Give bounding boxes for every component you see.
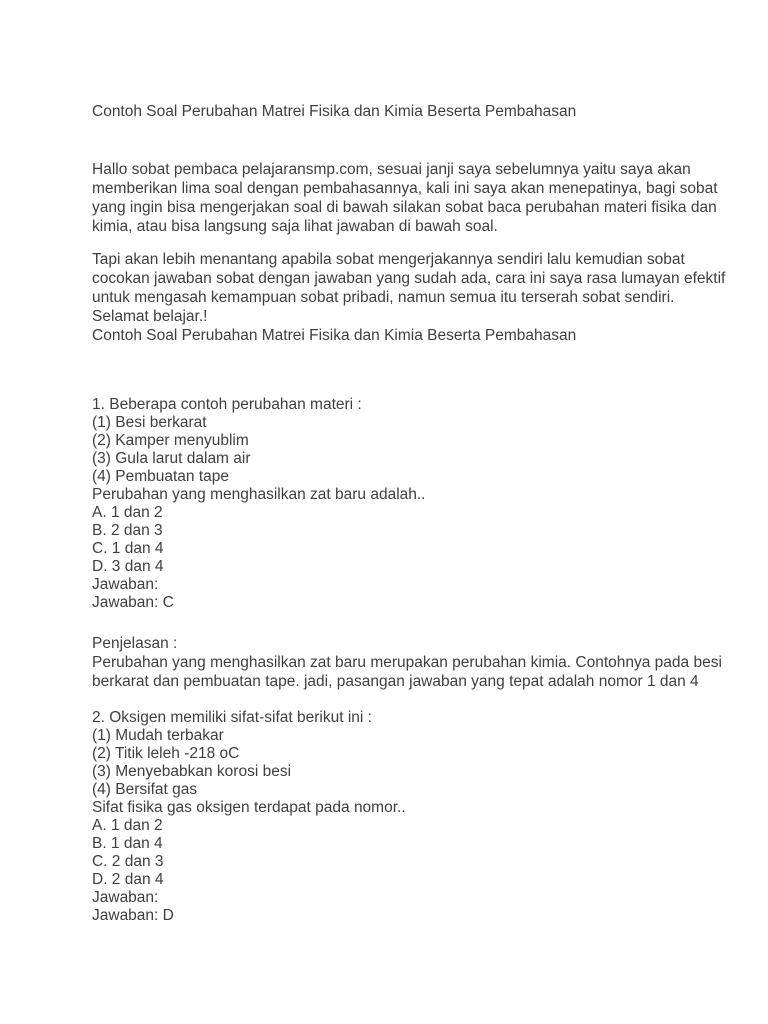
explanation-body-line: berkarat dan pembuatan tape. jadi, pasangan jawaban yang tepat adalah nomor 1 dan 4 [92, 673, 699, 690]
intro-paragraph-2-line: Selamat belajar.! [92, 308, 208, 325]
intro-paragraph-2-line: Tapi akan lebih menantang apabila sobat mengerjakannya sendiri lalu kemudian sobat [92, 251, 685, 268]
question-2-question-line: Sifat fisika gas oksigen terdapat pada nomor.. [92, 799, 406, 816]
question-2-answer-line: Jawaban: D [92, 907, 174, 924]
intro-paragraph-2-line: Contoh Soal Perubahan Matrei Fisika dan Kimia Beserta Pembahasan [92, 327, 577, 344]
intro-paragraph-1-line: memberikan lima soal dengan pembahasannya, kali ini saya akan menepatinya, bagi sobat [92, 180, 718, 197]
intro-paragraph-1-line: yang ingin bisa mengerjakan soal di bawah silakan sobat baca perubahan materi fisika dan [92, 199, 717, 216]
question-2-statements [92, 727, 700, 799]
intro-paragraph-1-line: Hallo sobat pembaca pelajaransmp.com, sesuai janji saya sebelumnya yaitu saya akan [92, 161, 691, 178]
question-1-options [92, 504, 700, 576]
question-1-statements [92, 414, 700, 486]
question-2-answer-label: Jawaban: [92, 889, 159, 906]
explanation-heading: Penjelasan : [92, 635, 178, 652]
question-1-option: B. 2 dan 3 [92, 522, 163, 539]
intro-paragraph-2 [92, 250, 726, 345]
question-1-statement: (1) Besi berkarat [92, 414, 207, 431]
question-1-question-line: Perubahan yang menghasilkan zat baru adalah.. [92, 486, 426, 503]
question-1-option: A. 1 dan 2 [92, 504, 163, 521]
document-title: Contoh Soal Perubahan Matrei Fisika dan Kimia Beserta Pembahasan [92, 103, 577, 120]
document-page [92, 102, 726, 925]
question-2-options [92, 817, 700, 889]
question-2-option: D. 2 dan 4 [92, 871, 164, 888]
intro-paragraph-2-line: cocokan jawaban sobat dengan jawaban yang sudah ada, cara ini saya rasa lumayan efektif [92, 270, 726, 287]
question-2-option: C. 2 dan 3 [92, 853, 164, 870]
explanation-block [92, 634, 722, 691]
intro-paragraph-2-line: untuk mengasah kemampuan sobat pribadi, namun semua itu terserah sobat sendiri. [92, 289, 675, 306]
question-1-statement: (4) Pembuatan tape [92, 468, 230, 485]
question-block-1 [92, 396, 700, 612]
question-2-statement: (4) Bersifat gas [92, 781, 198, 798]
intro-paragraph-1-line: kimia, atau bisa langsung saja lihat jawaban di bawah soal. [92, 218, 498, 235]
question-2-statement: (1) Mudah terbakar [92, 727, 224, 744]
question-2-option: B. 1 dan 4 [92, 835, 163, 852]
question-block-2 [92, 709, 700, 925]
question-2-prompt: 2. Oksigen memiliki sifat-sifat berikut ini : [92, 709, 372, 726]
question-1-prompt: 1. Beberapa contoh perubahan materi : [92, 396, 362, 413]
question-2-statement: (3) Menyebabkan korosi besi [92, 763, 292, 780]
question-1-answer-label: Jawaban: [92, 576, 159, 593]
question-1-statement: (3) Gula larut dalam air [92, 450, 251, 467]
explanation-body-line: Perubahan yang menghasilkan zat baru merupakan perubahan kimia. Contohnya pada besi [92, 654, 722, 671]
intro-paragraph-1 [92, 160, 718, 236]
question-1-answer-line: Jawaban: C [92, 594, 174, 611]
question-1-option: C. 1 dan 4 [92, 540, 164, 557]
question-2-statement: (2) Titik leleh -218 oC [92, 745, 240, 762]
question-1-statement: (2) Kamper menyublim [92, 432, 249, 449]
question-2-option: A. 1 dan 2 [92, 817, 163, 834]
explanation-body [92, 653, 722, 691]
question-1-option: D. 3 dan 4 [92, 558, 164, 575]
